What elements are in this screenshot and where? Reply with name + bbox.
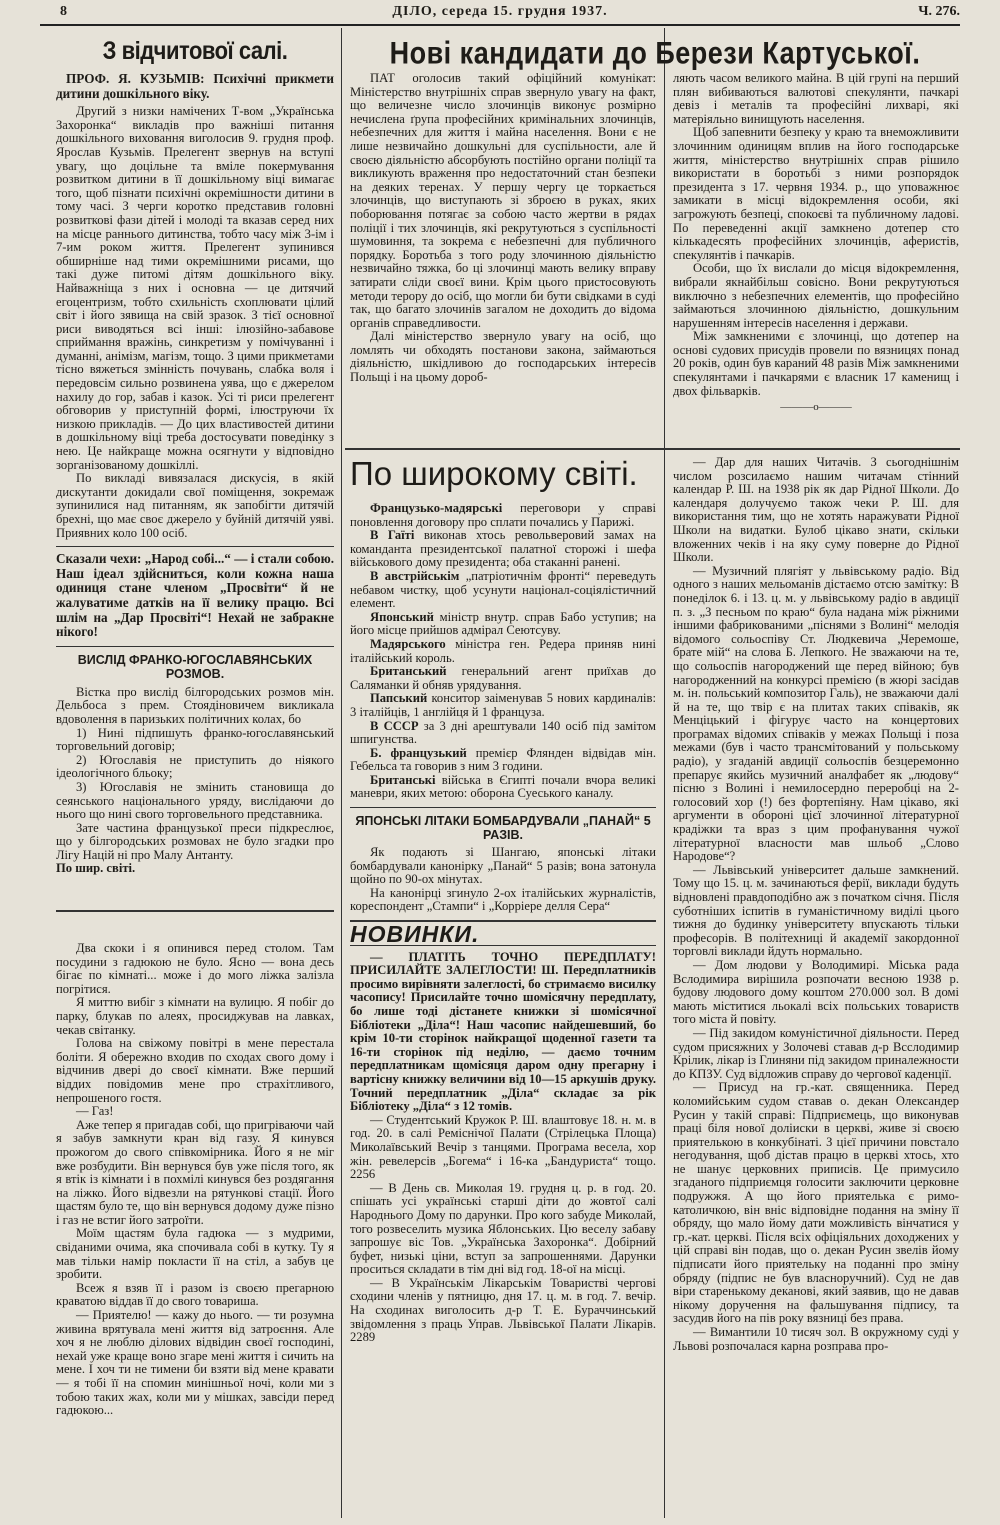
rule-5	[350, 807, 656, 808]
lecture-hall-heading: З відчитової салі.	[102, 38, 288, 65]
issue-number: Ч. 276.	[918, 4, 960, 19]
bereza-paragraph-5: Особи, що їх вислали до місця відокремлення, вибрали якнайбільш совісно. Вони рекрутуються виключно з небезпечних елементів, що професійно займаються злочинною діяльністю, дошкульним нарушенням інтересів населення і держави.	[673, 261, 959, 330]
panay-paragraph-2: На канонірці згинуло 2-ох італійських журналістів, кореспондент „Стампи“ і „Корріере делля Сера“	[350, 885, 656, 914]
header-rule	[40, 24, 960, 26]
world-item-7-lead: Папський	[370, 691, 428, 706]
medical-society-number: 2289	[350, 1330, 376, 1345]
news-heading: НОВИНКИ.	[350, 921, 480, 948]
lecture-paragraph-2: По викладі вивязалася дискусія, в якій дискутанти докидали свої поміщення, зокремаж зупинилися над питанням, як запобігти дитячій брехні, що має своє джерело у буйній дитячій уяві. Приявних коло 100 осіб.	[56, 471, 334, 540]
panay-paragraph-1: Як подають зі Шангаю, японські літаки бомбардували канонірку „Панай“ 5 разів; вона затонула щойно по 90-ох мінутах.	[350, 845, 656, 887]
franco-yugoslav-point-3: 3) Югославія не змінить становища до сеянського національного уряду, вислідаючи до нього що нині свого торговельного представника.	[56, 779, 334, 822]
world-item-1-text: переговори у справі поновлення договору про сплати почались у Парижі.	[350, 501, 656, 529]
lecture-paragraph-1: Другий з низки намічених Т-вом „Українська Захоронка“ викладів про важніші питання дошкільного виховання виголосив 9. грудня проф. Ярослав Кузьмів. Прелегент звернув на вступі увагу, що доцільне та вміле покермування розвитком дитини в її дошкільному віці вимагає того, щоб пізнати психічні окремішности дитини в тому часі. З черги коротко представив головні розвиткові фази дітей і молоді та вказав серед них на місце раннього дитинства, тобто часу між 3-ім і 7-им роком життя. Прелегент зупинився обширніше над тими окремішними рисами, що такі дуже питомі дітям дошкільного віку. Найважніща з них і основна — це дитячий егоцентризм, тобто схильність схоплювати цілий світ і його зявища на свій зразок. З тієї основної риси виводяться всі інші: ілюзійно-забавове сприймання вражінь, синкретизм у помічуванні і думанні, анімізм, магізм, тощо. З цими прикметами тісно вяжеться змінність почувань, слабка воля і передовсім сильно розвинена уява, що є джерелом нахилу до гор, забав і казок. Усі ті риси прелегент обговорив у приступній формі, ілюструючи їх низкою прикладів. — До цих властивостей дитини в дошкільному віці треба достосувати поведінку з нею. Це найкраще можна осягнути у відповідно зорганізованому дошкіллі.	[56, 104, 334, 472]
medical-society-text: — В Українськім Лікарськім Товаристві чергові сходини членів у пятницю, дня 17. ц. м. в год. 7. вечір. На сходинах виголосить д-р Т. Е. Бураччинський звідомлення з праць Управ. Львівської Палати Лікарів.	[350, 1275, 656, 1331]
panay-heading: ЯПОНСЬКІ ЛІТАКИ БОМБАРДУВАЛИ „ПАНАЙ“ 5 РАЗІВ.	[355, 814, 651, 843]
column-divider-2a	[664, 28, 665, 448]
world-item-10-lead: Британські	[370, 772, 436, 787]
world-item-8-text: за 3 дні арештували 140 осіб під замітом шпигунства.	[350, 718, 656, 747]
world-item-9-lead: Б. французький	[370, 745, 467, 760]
world-item-7	[350, 692, 656, 719]
franco-yugoslav-paragraph-2: Зате частина французької преси підкреслює, що у білгородських розмовах не було згадки про Лігу Націй ні про Малу Антанту.	[56, 820, 334, 862]
bereza-paragraph-3: ляють часом великого майна. В цій групі на перший плян вибиваються валютові спекулянти, пачкарі девіз і металів та професійні лихварі, які матеріяльно винищують населення.	[673, 72, 959, 126]
priest-verdict-notice: — Присуд на гр.-кат. священника. Перед коломийським судом ставав о. декан Олександер Русин у такій справі: Підприємець, що виконував праці біля нової доліиски в церкві, живе зі своєю приятелькою в конкубінаті. З цієї причини повстало негодування, щоб дістав працю в церкві хтось, хто не шанує церковних приписів. Це примусило згаданого підприємця голосити заключити церковне подружжя. А що його приятелька є римо-католичкою, він вніс відповідне подання на зміну її обряду, що мало йому дати можливість вінчатися у гр.-кат. церкві. Після всіх офіціяльних доходжених у цій справі він подав, що о. декан Русин звелів йому підписати його приятельку на поданні про зміну обряду (підпис не був власноручний). Суд не дав віри старенькому деканові, який заявив, що не давав нікому доручення на фальшування підпису, та засудив його на пів року вязниці без права.	[673, 1080, 959, 1326]
world-item-3-lead: В австрійськім	[370, 568, 460, 583]
world-item-2	[350, 529, 656, 570]
column-left-top	[56, 38, 334, 908]
franco-yugoslav-source: По шир. світі.	[56, 861, 136, 876]
world-item-6-text: генеральний агент приїхав до Саляманки й обняв урядування.	[350, 664, 656, 692]
student-circle-number: 2256	[350, 1167, 376, 1182]
world-item-4-text: міністр внутр. справ Бабо уступив; на його місце прийшов адмірал Сеютсуву.	[350, 609, 656, 638]
world-item-1-lead: Французько-мадярські	[370, 501, 503, 515]
world-item-4-lead: Японський	[370, 609, 434, 624]
story-paragraph-2: Я миттю вибіг з кімнати на вулицю. Я побіг до парку, блукав по алеях, просиджував на лавках, чекав світанку.	[56, 995, 334, 1037]
column-divider-2b	[664, 450, 665, 1518]
world-item-7-text: конситор заіменував 5 нових кардиналів: 3 італійців, 1 англійця й 1 француза.	[350, 691, 656, 719]
story-paragraph-5: Аже тепер я пригадав собі, що пригріваючи чай я забув замкнути кран від газу. Я кинувся прожогом до свого співкомірника. Його я не міг вже розбудити. Він вернувся був уже після того, як я втік із кімнати і в похмілі кинувся без роздягання на ліжко. Його відвезли на рятункові стації. Його щастям було те, що він вернувся додому дуже пізно і газ не встиг його затроїти.	[56, 1117, 334, 1227]
story-paragraph-8: — Приятелю! — кажу до нього. — ти розумна живина врятувала мені життя від затроєння. Але хоч я не люблю ділових відвідин своєї господині, нехай уже краще воно згаре мені життя і сичить на мене. І хоч ти не тимени би взяти від мене кравати — я тобі її на спомин минішньої ночі, коли ми з тобою таких жах, коли ми у мішках, завсіди перед гадюкою...	[56, 1308, 334, 1418]
wide-world-heading: По широкому світі.	[350, 456, 638, 492]
student-circle-text: — Студентський Кружок Р. Ш. влаштовує 18. н. м. в год. 20. в салі Реміснічої Палати (Стрілецька Площа) Миколаївський Вечір з танцями. Програма весела, хор жін. ревелерсів „Богема“ і 16-ка „Бандуриста“ тощо.	[350, 1112, 656, 1168]
rule-1	[56, 546, 334, 547]
franco-yugoslav-point-1: 1) Нині підпишуть франко-югославянський торговельний договір;	[56, 725, 334, 754]
world-item-10-text: війська в Єгипті почали вчора великі маневри, яких метою: оборона Суеського каналу.	[350, 772, 656, 801]
university-notice: — Львівський університет дальше замкнений. Тому що 15. ц. м. зачинаються ферії, виклади будуть відновлені правдоподібно аж з початком січня. Після суботніших іспитів в гуманістичному виділі цього тижня до будинку університету впускають тільки професорів. В політехниці й академії закордонної торговлі виклади йдуть нормально.	[673, 862, 959, 959]
story-paragraph-6: Моїм щастям була гадюка — з мудрими, свіданими очима, яка спочивала собі в кутку. Ту я мав тільки намір покласти її на стіл, а забув це зробити.	[56, 1226, 334, 1282]
subscription-notice: — ПЛАТІТЬ ТОЧНО ПЕРЕДПЛАТУ! ПРИСИЛАЙТЕ ЗАЛЕГЛОСТИ! Ш. Передплатників просимо вирівняти залеглості, бо стримаємо висилку часопису! Присилайте точно шомісячну передплату, бо лише тоді дістанете книжки зі шомісячної Бібліотеки „Діла“! Наш часопис найдешевший, бо крім 10-ти сторінок найкращої щоденної газети та 16-ти сторінок під неділю, — даємо точним передплатникам щомісяця даром одну прегарну і вартісну книжку величини від 10—15 аркушів друку. Точний передплатник „Діла“ складає за рік Бібліотеку „Діла“ з 12 томів.	[350, 949, 656, 1114]
rule-2	[56, 646, 334, 647]
franco-yugoslav-paragraph-1: Вістка про вислід білгородських розмов мін. Дельбоса з прем. Стоядіновичем викликала вдоволення в паризьких політичних колах, бо	[56, 684, 334, 726]
bereza-paragraph-4: Щоб запевнити безпеку у краю та внеможливити злочинним одиницям вплив на його господарське життя, міністерство внутрішніх справ рішило використати в боротьбі з ними розпорядок президента з 17. червня 1934. р., що уповажнює замикати в місці відокремлення особи, які загрожують безпеці, спокоєві та публичному ладові. По переведенні акції замкнено дотепер сто кількадесять професійних злочинців, аферистів, спекулянтів і пачкарів.	[673, 125, 959, 262]
st-nicholas-notice: — В День св. Миколая 19. грудня ц. р. в год. 20. спішать усі українські старші діти до жовтої салі Народнього Дому по дарунки. Про кого забуде Миколай, того розвеселить музика Яблонських. Цю веселу забаву запрошує віс Тов. „Українська Захоронка“. Добірний буфет, низькі ціни, вступ за запрошеннями. Дарунки проситься складати в тім дні від год. 18-ої на місці.	[350, 1180, 656, 1277]
story-paragraph-4: — Газ!	[76, 1104, 114, 1119]
franco-yugoslav-heading: ВИСЛІД ФРАНКО-ЮГОСЛАВЯНСЬКИХ РОЗМОВ.	[77, 652, 313, 681]
masthead-line: ДІЛО, середа 15. грудня 1937.	[392, 4, 608, 19]
world-item-10	[350, 774, 656, 801]
volodymyr-house-notice: — Дом людови у Володимирі. Міська рада Вслодимира вирішила розпочати весною 1938 р. будову людового дому коштом 270.000 зол. В домі мають міститися льокалі всіх польських товариств того міста й повіту.	[673, 957, 959, 1027]
communist-trial-notice: — Під закидом комуністичної діяльности. Перед судом присяжних у Золочеві ставав д-р Всслодимир Крілик, лікар із Глиняни під закидом приналежности до КПЗУ. Суд відложив справу до чергової каденції.	[673, 1025, 959, 1081]
world-item-4	[350, 611, 656, 638]
world-item-8	[350, 720, 656, 747]
world-item-1	[350, 502, 656, 529]
bereza-col-a	[350, 72, 656, 444]
world-item-6-lead: Британський	[370, 664, 447, 679]
page-number: 8	[60, 4, 67, 19]
world-item-5-text: міністра ген. Редера приняв нині італійський король.	[350, 636, 656, 665]
world-item-5-lead: Мадярського	[370, 636, 446, 651]
world-item-2-text: виконав хтось револьверовий замах на команданта президентської палатної сторожі і шефа військового дому президента; оба стаканні ранені.	[350, 528, 656, 570]
bereza-paragraph-1: ПАТ оголосив такий офіційний комунікат: Міністерство внутрішніх справ звернуло увагу на факт, що величезне число злочинців виконує розмірно нечислена ґрупа професійних кримінальних злочинців, небезпечних для життя і майна населення. Вони є не лише незвичайно дошкульні для суспільности, але й своєю діяльністю абсорбують постійно органи поліції та викликують враження про недостаточний стан безпеки на деяких теренах. У першу чергу це торкається злочинців, що виступають зі зброєю в руках, яких поборювання потягає за собою часто жертви в рядах поліції і тих злочинців, які рекрутуються з суспільності шумовиння, та зокрема є небезпечні для публичного порядку. Боротьба з того роду злочинною діяльністю незвичайно тяжка, бо ці злочинці мають велику вправу затирати сліди своєї вини. Крім цього пристосовують методи терору до осіб, що могли би бути свідками в суді так, що багато злочинів загалом не доходить до відома органів справедливости.	[350, 72, 656, 330]
column-left-story	[56, 942, 334, 1518]
bereza-paragraph-2: Далі міністерство звернуло увагу на осіб, що ломлять чи обходять постанови закона, займаються діяльністю, шкідливою до господарських інтересів Польщі і на цьому дороб-	[350, 329, 656, 385]
rule-7	[350, 945, 656, 946]
radio-plagiarism-notice: — Музичний плягіят у львівському радіо. Від одного з наших мельоманів дістаємо отсю замітку: В понеділок 6. і 13. ц. м. у львівському радіо в авдиції п. з. „З песньом по краю“ була надана між ріжними іншими фабрикованими „піснями з Волині“ мелодія відомого сольоспіву Ст. Людкевича „Черемоше, брате мій“ на слова Б. Лепкого. Не зважаючи на те, що сольоспів нагороджений ще перед війною; був нагородженний на конкурсі премією (в жюрі засідав м. ін. польський композитор Галь), не зважаючи далі й на те, що твір є на плитах таких співаків, як Менціцький і фігурує часто на концертових програмах відомих співаків у межах Польщі і поза межами (був і часто трансмітований у польському радіо), у згаданій авдиції сольоспів безцеремонно препарує якийсь музичний аналфабет як „людову“ пісню з Волині і немилосердно переробці на 2-голосовий хор (!) без фортепіяну. Нам цікаво, які аргументи в обороні цієї злочинної літературної крадіжки та враз з цим профанування чужої літературної власности мав шльоб „Слово Народове“?	[673, 563, 959, 864]
calendar-gift-notice: — Дар для наших Читачів. З сьогоднішнім числом розсилаємо нашим читачам стінний календар Р. Ш. на 1938 рік як дар Рідної Школи. До календаря долучуємо також чеки Р. Ш. для використання тим, що не хотять наражувати Рідної Школи на видатки. Булоб цікаво знати, скільки вложенних чеків і на яку суму поверне до Рідної Школи.	[673, 456, 959, 565]
bereza-col-b	[673, 72, 959, 442]
world-item-9-text: премієр Флянден відвідав мін. Гебельса та говорив з ним 3 години.	[350, 745, 656, 774]
student-circle-notice	[350, 1114, 656, 1182]
rule-3	[56, 910, 334, 912]
story-paragraph-7: Всеж я взяв її і разом із своєю прегарною краватою віддав її до свого товариша.	[56, 1280, 334, 1309]
ornament-divider: ———o———	[780, 401, 852, 414]
story-paragraph-3: Голова на свіжому повітрі в мене перестала боліти. Я обережно входив по сходах свого дому і відчинив двері до своєї кімнати. Вже перший віддих повідомив мене про страхітливого, непрошеного гостя.	[56, 1036, 334, 1105]
column-right	[673, 456, 959, 1518]
world-item-8-lead: В СССР	[370, 718, 419, 733]
franco-yugoslav-point-2: 2) Югославія не приступить до ніякого ідеологічного бльоку;	[56, 752, 334, 781]
world-item-5	[350, 638, 656, 665]
bereza-paragraph-6: Між замкненими є злочинці, що дотепер на основі судових присудів провели по вязницях понад 20 років, один був караний 48 разів Між замкненими спекулянтами і пачкарями є власник 17 каменищ і двох фільварків.	[673, 329, 959, 398]
rule-6	[350, 920, 656, 922]
fraud-trial-notice: — Вимантили 10 тисяч зол. В окружному суді у Львові розпочалася карна розправа про-	[673, 1325, 959, 1353]
world-item-6	[350, 665, 656, 692]
world-item-2-lead: В Гаїті	[370, 528, 415, 543]
world-item-3	[350, 570, 656, 611]
column-divider-1	[341, 28, 342, 1518]
rule-4	[345, 448, 960, 450]
medical-society-notice	[350, 1277, 656, 1345]
prosvita-appeal: Сказали чехи: „Народ собі...“ — і стали собою. Наш ідеал здійсниться, коли кожна наша одиниця стане членом „Просвіти“ й не жалуватиме датків на її велику працю. Всі шлім на „Дар Просвіті“! Нехай не забракне нікого!	[56, 551, 334, 640]
page-header	[40, 4, 960, 22]
world-item-3-text: „патріотичнім фронті“ переведуть небавом чистку, щоб усунути націонал-соціялістичний елемент.	[350, 568, 656, 611]
world-item-9	[350, 747, 656, 774]
bereza-heading: Нові кандидати до Берези Картуської.	[389, 35, 921, 71]
lecture-intro: ПРОФ. Я. КУЗЬМІВ: Психічні прикмети дитини дошкільного віку.	[56, 71, 334, 101]
story-paragraph-1: Два скоки і я опинився перед столом. Там посудини з гадюкою не було. Ясно — вона десь бігає по кімнаті... може і до мого ліжка залізла погрітися.	[56, 942, 334, 996]
column-middle	[350, 456, 656, 1518]
